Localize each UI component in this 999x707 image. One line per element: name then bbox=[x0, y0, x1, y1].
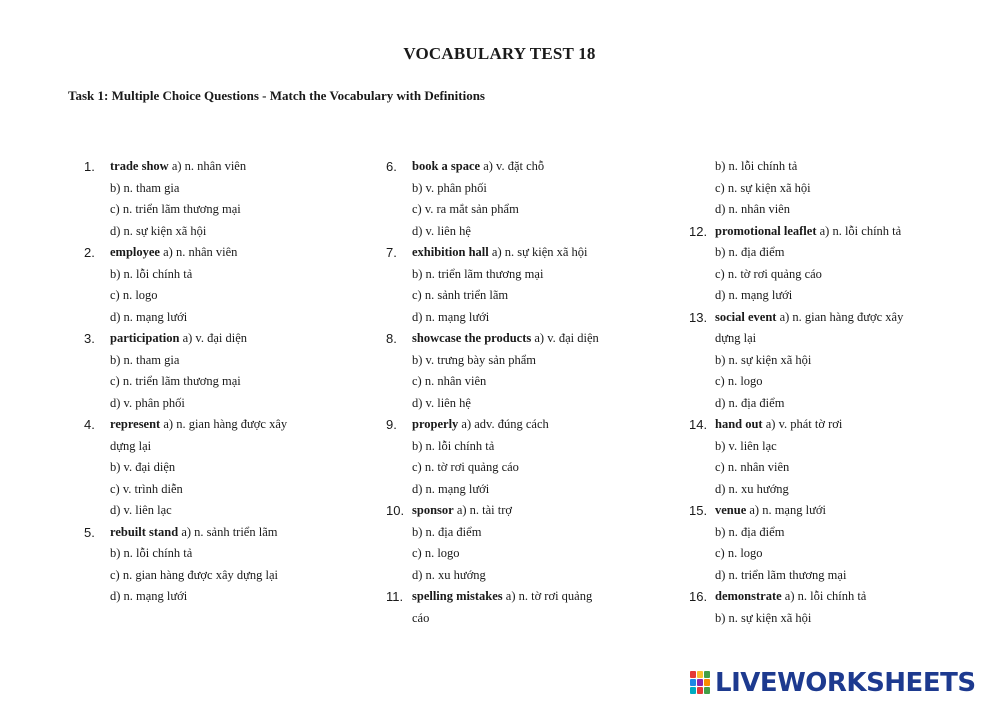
liveworksheets-logo bbox=[690, 667, 976, 699]
question-column-1 bbox=[84, 156, 354, 608]
answer-option bbox=[689, 285, 959, 307]
logo-square bbox=[704, 687, 710, 694]
option-text: c) n. nhân viên bbox=[715, 460, 790, 474]
answer-option bbox=[689, 436, 959, 458]
answer-option bbox=[84, 393, 354, 415]
option-text: b) v. liên lạc bbox=[715, 438, 777, 453]
question-text bbox=[412, 414, 549, 436]
answer-option bbox=[689, 457, 959, 479]
vocabulary-term: sponsor bbox=[412, 503, 454, 517]
vocabulary-term: rebuilt stand bbox=[110, 524, 179, 539]
option-a: a) n. lỗi chính tả bbox=[781, 589, 867, 603]
logo-square bbox=[704, 679, 710, 686]
logo-square bbox=[690, 687, 696, 694]
answer-option bbox=[84, 199, 354, 221]
option-text: b) n. địa điểm bbox=[715, 245, 785, 259]
option-a: a) n. gian hàng được xây bbox=[776, 309, 904, 324]
page-title: VOCABULARY TEST 18 bbox=[403, 44, 596, 63]
answer-option bbox=[386, 307, 656, 329]
option-text: b) v. phân phối bbox=[412, 180, 487, 195]
answer-option bbox=[84, 264, 354, 286]
option-a: a) n. nhân viên bbox=[159, 245, 238, 259]
vocabulary-term: properly bbox=[412, 417, 459, 431]
question-item bbox=[689, 500, 959, 522]
question-number: 11. bbox=[386, 589, 404, 604]
answer-option bbox=[386, 565, 656, 587]
option-text: d) v. liên lạc bbox=[110, 503, 172, 517]
question-text bbox=[110, 414, 287, 436]
answer-option bbox=[84, 221, 354, 243]
vocabulary-term: spelling mistakes bbox=[412, 589, 503, 603]
option-a: a) n. sảnh triển lãm bbox=[178, 524, 278, 539]
logo-square bbox=[704, 671, 710, 678]
question-number: 6. bbox=[386, 159, 397, 174]
question-item bbox=[84, 414, 354, 436]
question-item bbox=[84, 242, 354, 264]
option-a: a) v. đại diện bbox=[531, 331, 599, 345]
option-text: d) n. mạng lưới bbox=[110, 589, 188, 603]
option-text: b) n. sự kiện xã hội bbox=[715, 352, 812, 367]
question-text bbox=[715, 500, 826, 522]
logo-square bbox=[697, 687, 703, 694]
liveworksheets-grid-icon bbox=[690, 671, 712, 695]
answer-option bbox=[386, 178, 656, 200]
question-text bbox=[412, 586, 592, 608]
answer-option bbox=[689, 156, 959, 178]
answer-option bbox=[689, 608, 959, 630]
answer-option bbox=[84, 307, 354, 329]
option-text: b) n. lỗi chính tả bbox=[110, 266, 193, 281]
question-text bbox=[110, 242, 237, 264]
answer-option bbox=[689, 479, 959, 501]
logo-square bbox=[690, 679, 696, 686]
answer-option bbox=[386, 285, 656, 307]
answer-option bbox=[689, 565, 959, 587]
answer-option bbox=[386, 264, 656, 286]
option-text: c) n. triển lãm thương mại bbox=[110, 374, 241, 388]
answer-option bbox=[386, 543, 656, 565]
option-text: b) n. lỗi chính tả bbox=[715, 159, 798, 173]
answer-option bbox=[84, 565, 354, 587]
logo-text: LIVEWORKSHEETS bbox=[715, 668, 976, 698]
answer-option bbox=[386, 522, 656, 544]
question-text bbox=[715, 414, 842, 436]
question-item bbox=[689, 307, 959, 329]
option-text: c) n. logo bbox=[715, 546, 763, 560]
answer-option bbox=[386, 221, 656, 243]
answer-option bbox=[689, 393, 959, 415]
task-heading: Task 1: Multiple Choice Questions - Match the Vocabulary with Definitions bbox=[68, 88, 485, 103]
answer-option bbox=[386, 479, 656, 501]
answer-option bbox=[386, 199, 656, 221]
question-text bbox=[715, 307, 903, 329]
option-text: d) v. liên hệ bbox=[412, 395, 471, 410]
option-text: d) n. triển lãm thương mại bbox=[715, 567, 847, 582]
question-text bbox=[412, 500, 512, 522]
option-text: c) n. tờ rơi quảng cáo bbox=[715, 266, 822, 281]
vocabulary-term: participation bbox=[110, 331, 180, 345]
option-text: b) n. triển lãm thương mại bbox=[412, 266, 544, 281]
option-a: a) n. sự kiện xã hội bbox=[488, 245, 588, 259]
question-number: 10. bbox=[386, 503, 405, 518]
vocabulary-term: employee bbox=[110, 245, 160, 259]
vocabulary-term: book a space bbox=[412, 159, 481, 173]
question-number: 4. bbox=[84, 417, 95, 432]
answer-option bbox=[689, 522, 959, 544]
option-text: b) n. lỗi chính tả bbox=[412, 438, 495, 453]
answer-option bbox=[386, 608, 656, 630]
option-text: c) n. triển lãm thương mại bbox=[110, 202, 241, 216]
option-text: d) v. liên hệ bbox=[412, 223, 471, 238]
question-text bbox=[412, 156, 544, 178]
question-text bbox=[412, 242, 588, 264]
question-item bbox=[386, 500, 656, 522]
option-text: c) n. logo bbox=[715, 374, 763, 388]
vocabulary-term: venue bbox=[715, 503, 747, 517]
answer-option bbox=[689, 350, 959, 372]
option-text: dựng lại bbox=[110, 438, 152, 453]
answer-option bbox=[689, 178, 959, 200]
option-text: b) n. địa điểm bbox=[412, 524, 482, 539]
answer-option bbox=[386, 393, 656, 415]
vocabulary-term: demonstrate bbox=[715, 589, 782, 603]
option-text: c) n. sự kiện xã hội bbox=[715, 180, 811, 195]
question-item bbox=[84, 522, 354, 544]
answer-option bbox=[386, 371, 656, 393]
option-text: c) n. nhân viên bbox=[412, 374, 487, 388]
option-text: d) n. xu hướng bbox=[412, 567, 486, 582]
answer-option bbox=[689, 199, 959, 221]
question-text bbox=[110, 522, 277, 544]
vocabulary-term: trade show bbox=[110, 159, 169, 173]
question-item bbox=[386, 242, 656, 264]
option-text: d) n. địa điểm bbox=[715, 395, 785, 410]
question-item bbox=[386, 414, 656, 436]
vocabulary-term: promotional leaflet bbox=[715, 223, 817, 238]
answer-option bbox=[84, 371, 354, 393]
option-text: c) n. tờ rơi quảng cáo bbox=[412, 460, 519, 474]
question-item bbox=[386, 328, 656, 350]
option-text: b) n. tham gia bbox=[110, 352, 180, 367]
question-text bbox=[412, 328, 599, 350]
option-text: b) n. sự kiện xã hội bbox=[715, 610, 812, 625]
question-column-2 bbox=[386, 156, 656, 629]
option-text: d) n. nhân viên bbox=[715, 202, 790, 216]
option-text: b) n. tham gia bbox=[110, 180, 180, 195]
answer-option bbox=[386, 350, 656, 372]
option-text: d) n. sự kiện xã hội bbox=[110, 223, 207, 238]
option-a: a) n. gian hàng được xây bbox=[160, 417, 288, 431]
vocabulary-term: exhibition hall bbox=[412, 245, 489, 259]
option-a: a) n. tờ rơi quảng bbox=[502, 589, 593, 603]
option-text: dựng lại bbox=[715, 331, 757, 345]
option-a: a) v. đặt chỗ bbox=[480, 159, 545, 173]
answer-option bbox=[84, 457, 354, 479]
option-text: c) n. sảnh triển lãm bbox=[412, 288, 509, 302]
answer-option bbox=[84, 350, 354, 372]
question-number: 16. bbox=[689, 589, 708, 604]
option-text: c) v. ra mắt sản phẩm bbox=[412, 202, 519, 216]
question-item bbox=[386, 586, 656, 608]
question-number: 15. bbox=[689, 503, 708, 518]
vocabulary-term: showcase the products bbox=[412, 331, 532, 345]
option-text: d) n. mạng lưới bbox=[412, 309, 490, 324]
vocabulary-term: social event bbox=[715, 309, 777, 324]
vocabulary-term: represent bbox=[110, 417, 161, 431]
question-item bbox=[689, 221, 959, 243]
answer-option bbox=[689, 543, 959, 565]
option-text: d) n. xu hướng bbox=[715, 481, 789, 496]
option-text: cáo bbox=[412, 610, 430, 625]
option-text: b) n. lỗi chính tả bbox=[110, 546, 193, 560]
question-number: 1. bbox=[84, 159, 95, 174]
question-column-3 bbox=[689, 156, 959, 629]
answer-option bbox=[84, 436, 354, 458]
option-text: d) v. phân phối bbox=[110, 395, 185, 410]
question-text bbox=[110, 328, 247, 350]
question-number: 8. bbox=[386, 331, 397, 346]
answer-option bbox=[386, 457, 656, 479]
option-a: a) n. nhân viên bbox=[168, 159, 247, 173]
option-text: b) v. trưng bày sản phẩm bbox=[412, 352, 536, 367]
question-text bbox=[110, 156, 246, 178]
question-text bbox=[715, 221, 901, 243]
question-number: 5. bbox=[84, 524, 95, 540]
question-text bbox=[715, 586, 866, 608]
answer-option bbox=[689, 371, 959, 393]
answer-option bbox=[84, 285, 354, 307]
question-item bbox=[689, 586, 959, 608]
question-number: 3. bbox=[84, 331, 95, 346]
answer-option bbox=[84, 178, 354, 200]
option-text: c) n. logo bbox=[412, 546, 460, 560]
answer-option bbox=[689, 242, 959, 264]
logo-square bbox=[697, 671, 703, 678]
option-text: b) n. địa điểm bbox=[715, 524, 785, 539]
question-item bbox=[689, 414, 959, 436]
option-a: a) adv. đúng cách bbox=[458, 417, 549, 431]
answer-option bbox=[84, 543, 354, 565]
logo-square bbox=[690, 671, 696, 678]
answer-option bbox=[386, 436, 656, 458]
option-text: d) n. mạng lưới bbox=[110, 309, 188, 324]
answer-option bbox=[689, 264, 959, 286]
question-item bbox=[84, 156, 354, 178]
logo-square bbox=[697, 679, 703, 686]
question-number: 13. bbox=[689, 309, 708, 325]
option-a: a) n. mạng lưới bbox=[746, 503, 826, 517]
option-a: a) v. phát tờ rơi bbox=[762, 417, 843, 431]
question-number: 14. bbox=[689, 417, 708, 432]
option-text: c) n. logo bbox=[110, 288, 158, 302]
question-item bbox=[386, 156, 656, 178]
question-number: 7. bbox=[386, 245, 397, 260]
option-a: a) n. tài trợ bbox=[453, 503, 513, 517]
question-number: 2. bbox=[84, 245, 95, 260]
question-number: 12. bbox=[689, 223, 708, 239]
answer-option bbox=[689, 328, 959, 350]
option-text: c) v. trình diễn bbox=[110, 481, 183, 496]
question-number: 9. bbox=[386, 417, 397, 432]
option-a: a) v. đại diện bbox=[179, 331, 248, 345]
option-text: b) v. đại diện bbox=[110, 460, 176, 474]
option-text: d) n. mạng lưới bbox=[412, 481, 490, 496]
answer-option bbox=[84, 479, 354, 501]
answer-option bbox=[84, 586, 354, 608]
vocabulary-term: hand out bbox=[715, 417, 763, 431]
option-a: a) n. lỗi chính tả bbox=[816, 223, 902, 238]
answer-option bbox=[84, 500, 354, 522]
option-text: c) n. gian hàng được xây dựng lại bbox=[110, 567, 279, 582]
question-item bbox=[84, 328, 354, 350]
option-text: d) n. mạng lưới bbox=[715, 288, 793, 302]
